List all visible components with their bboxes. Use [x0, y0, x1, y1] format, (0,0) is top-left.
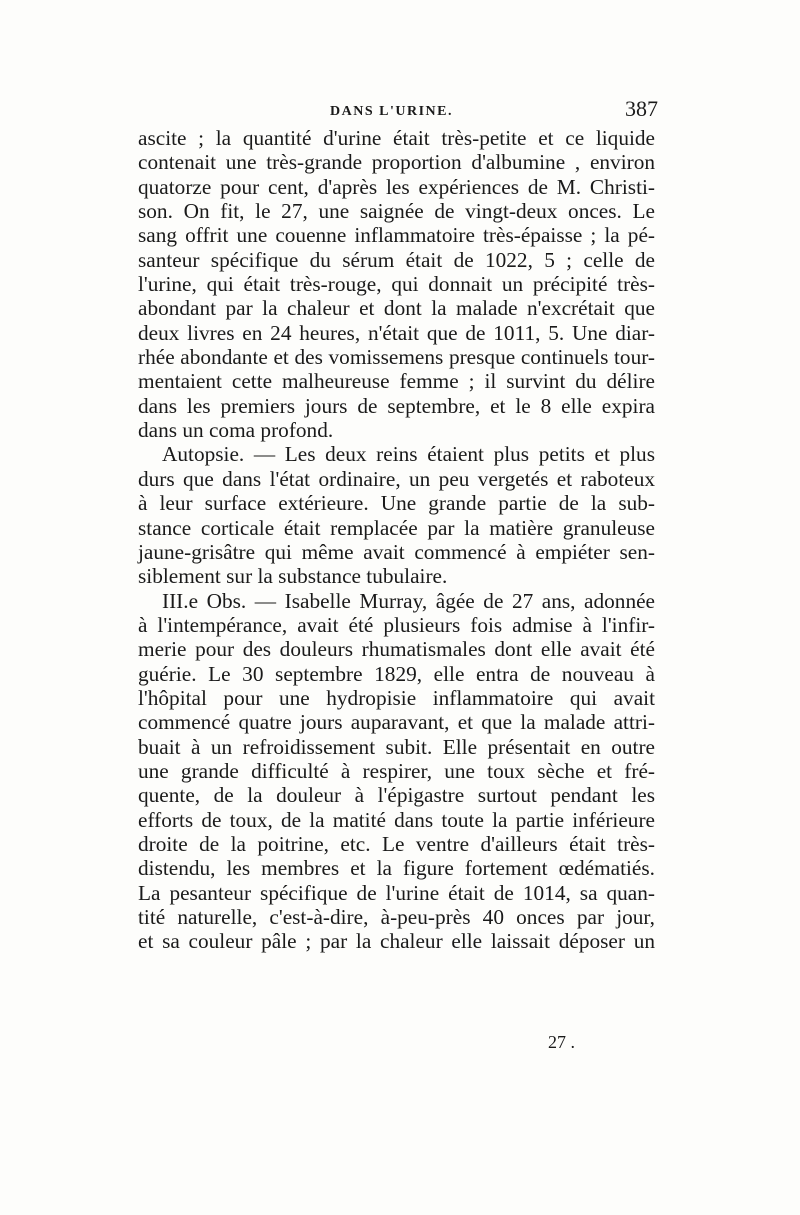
- text-line: jaune-grisâtre qui même avait commencé à empiéter sen-: [138, 539, 655, 564]
- text-line: et sa couleur pâle ; par la chaleur elle laissait déposer un: [138, 929, 655, 954]
- text-line: merie pour des douleurs rhumatismales dont elle avait été: [138, 637, 655, 662]
- text-line: dans les premiers jours de septembre, et le 8 elle expira: [138, 393, 655, 418]
- signature-mark: 27 .: [548, 1032, 575, 1052]
- running-head: [140, 96, 660, 126]
- text-line: son. On fit, le 27, une saignée de vingt-deux onces. Le: [138, 199, 655, 224]
- text-line: rhée abondante et des vomissemens presque continuels tour-: [138, 345, 655, 370]
- text-line: quente, de la douleur à l'épigastre surtout pendant les: [138, 783, 655, 808]
- text-line: deux livres en 24 heures, n'était que de 1011, 5. Une diar-: [138, 320, 655, 345]
- text-line: Autopsie. — Les deux reins étaient plus petits et plus: [162, 442, 655, 467]
- text-line: santeur spécifique du sérum était de 1022, 5 ; celle de: [138, 247, 655, 272]
- text-line: l'hôpital pour une hydropisie inflammatoire qui avait: [138, 685, 655, 710]
- text-line: durs que dans l'état ordinaire, un peu vergetés et raboteux: [138, 466, 655, 491]
- text-line: contenait une très-grande proportion d'albumine , environ: [138, 150, 655, 175]
- text-line: dans un coma profond.: [138, 418, 334, 443]
- running-title: DANS L'URINE.: [330, 104, 453, 119]
- text-line: stance corticale était remplacée par la matière granuleuse: [138, 515, 655, 540]
- text-line: à leur surface extérieure. Une grande partie de la sub-: [138, 491, 655, 516]
- text-line: mentaient cette malheureuse femme ; il survint du délire: [138, 369, 655, 394]
- text-line: III.e Obs. — Isabelle Murray, âgée de 27 ans, adonnée: [162, 588, 655, 613]
- page-number: 387: [625, 96, 658, 121]
- text-line: à l'intempérance, avait été plusieurs fois admise à l'infir-: [138, 612, 655, 637]
- text-line: abondant par la chaleur et dont la malade n'excrétait que: [138, 296, 655, 321]
- text-line: efforts de toux, de la matité dans toute la partie inférieure: [138, 807, 655, 832]
- text-line: une grande difficulté à respirer, une toux sèche et fré-: [138, 758, 655, 783]
- text-line: droite de la poitrine, etc. Le ventre d'ailleurs était très-: [138, 831, 655, 856]
- text-line: commencé quatre jours auparavant, et que la malade attri-: [138, 710, 655, 735]
- text-line: siblement sur la substance tubulaire.: [138, 564, 448, 589]
- text-line: buait à un refroidissement subit. Elle présentait en outre: [138, 734, 655, 759]
- text-line: quatorze pour cent, d'après les expériences de M. Christi-: [138, 174, 655, 199]
- text-line: ascite ; la quantité d'urine était très-petite et ce liquide: [138, 126, 655, 150]
- text-line: distendu, les membres et la figure fortement œdématiés.: [138, 856, 655, 881]
- text-line: guérie. Le 30 septembre 1829, elle entra de nouveau à: [138, 661, 655, 686]
- text-line: tité naturelle, c'est-à-dire, à-peu-près 40 onces par jour,: [138, 905, 655, 929]
- text-line: sang offrit une couenne inflammatoire très-épaisse ; la pé-: [138, 223, 655, 248]
- text-line: La pesanteur spécifique de l'urine était de 1014, sa quan-: [138, 880, 655, 905]
- body-text: [138, 126, 655, 954]
- text-line: l'urine, qui était très-rouge, qui donnait un précipité très-: [138, 272, 655, 297]
